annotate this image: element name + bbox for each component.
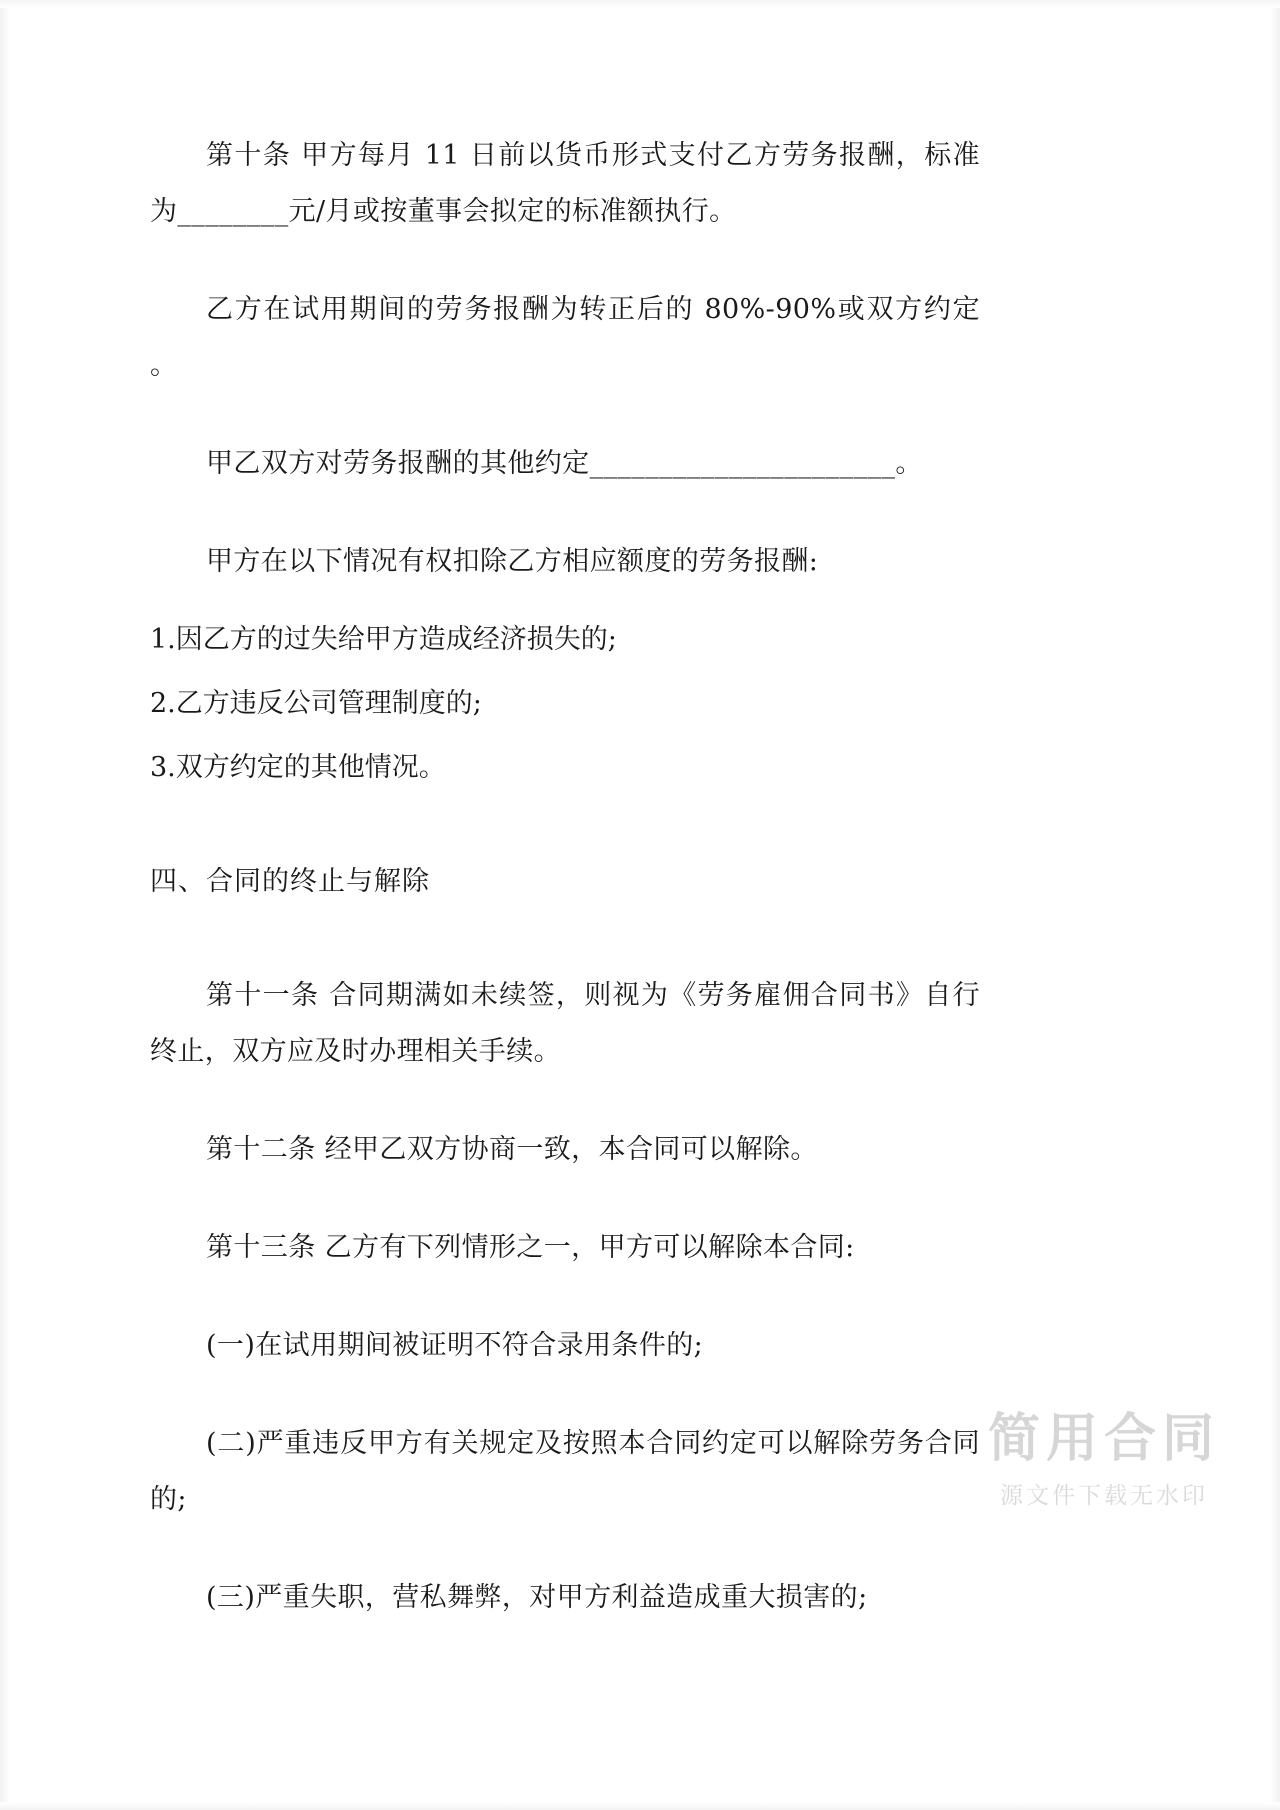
paragraph-spacer [150,240,980,282]
termination-item-3: (三)严重失职，营私舞弊，对甲方利益造成重大损害的; [206,1582,868,1613]
termination-item-2: (二)严重违反甲方有关规定及按照本合同约定可以解除劳务合同的; [150,1428,980,1515]
termination-item-1: (一)在试用期间被证明不符合录用条件的; [206,1330,704,1361]
paragraph-spacer [150,1528,980,1570]
paragraph-spacer [150,910,980,968]
paragraph-spacer [150,590,980,612]
article-13-paragraph: 第十三条 乙方有下列情形之一，甲方可以解除本合同: [206,1232,855,1263]
paragraph-spacer [150,1178,980,1220]
paragraph-spacer [150,1080,980,1122]
paragraph-spacer [150,732,980,740]
paragraph-spacer [150,1374,980,1416]
paragraph-spacer [150,1276,980,1318]
article-12-paragraph: 第十二条 经甲乙双方协商一致，本合同可以解除。 [206,1134,818,1165]
article-11-paragraph: 第十一条 合同期满如未续签，则视为《劳务雇佣合同书》自行终止，双方应及时办理相关手续。 [150,980,980,1067]
paragraph-spacer [150,668,980,676]
paragraph-spacer [150,796,980,854]
deduction-item-3: 3.双方约定的其他情况。 [150,752,446,783]
deduction-intro-paragraph: 甲方在以下情况有权扣除乙方相应额度的劳务报酬: [206,546,819,577]
watermark-title: 简用合同 [987,1409,1220,1470]
section-heading-four: 四、合同的终止与解除 [150,866,430,897]
deduction-item-1: 1.因乙方的过失给甲方造成经济损失的; [150,624,617,655]
paragraph-spacer [150,394,980,436]
page-edge-right [1270,0,1280,1810]
article-10-paragraph: 第十条 甲方每月 11 日前以货币形式支付乙方劳务报酬，标准为________元/月或按董事会拟定的标准额执行。 [150,140,980,227]
page-edge-left [0,0,10,1810]
deduction-item-2: 2.乙方违反公司管理制度的; [150,688,482,719]
watermark-subtitle: 源文件下载无水印 [999,1483,1208,1509]
document-text-body [150,128,989,1626]
watermark [987,1409,1220,1510]
probation-pay-paragraph: 乙方在试用期间的劳务报酬为转正后的 80%-90%或双方约定 。 [150,294,989,381]
page-edge-bottom [0,1802,1280,1810]
page-edge-top [0,0,1280,8]
other-pay-agreement-paragraph: 甲乙双方对劳务报酬的其他约定______________________。 [206,448,923,479]
paragraph-spacer [150,492,980,534]
